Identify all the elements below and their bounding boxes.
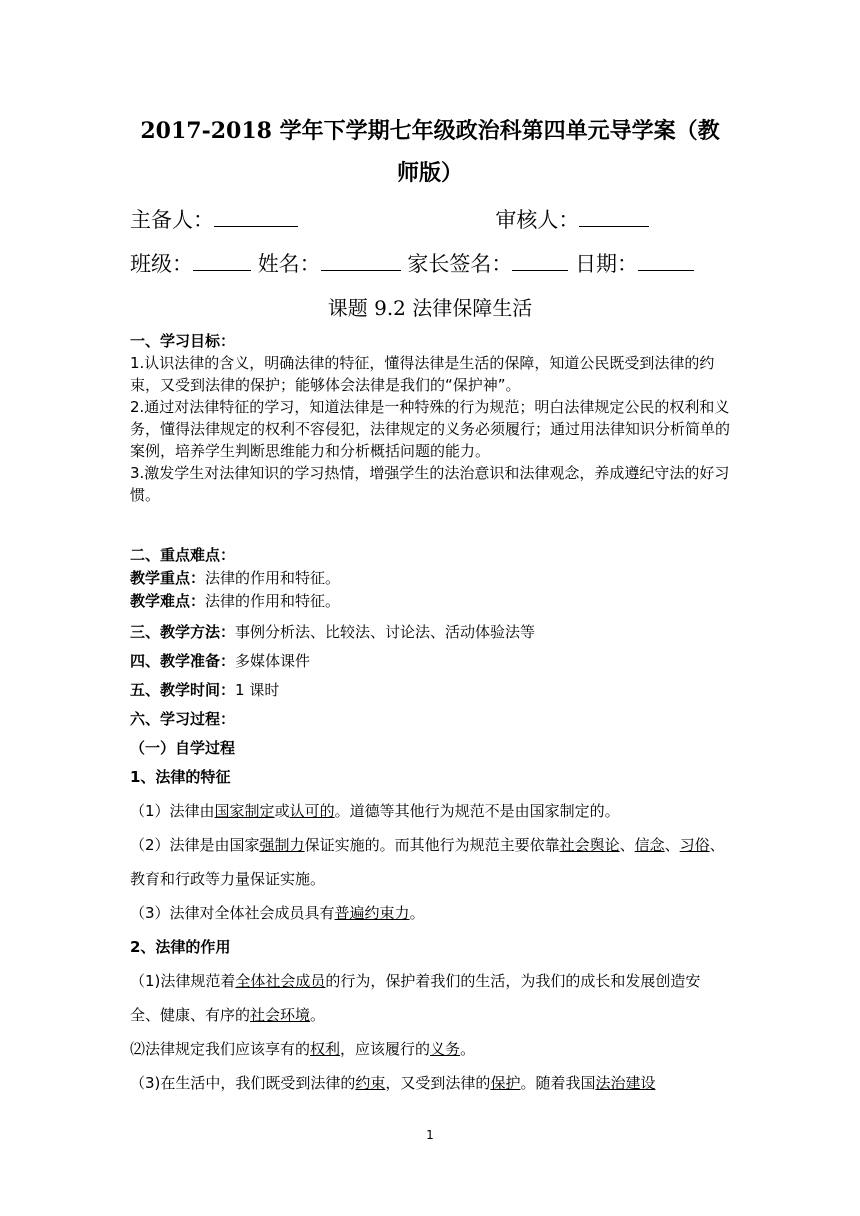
class-label: 班级：	[130, 252, 193, 276]
info-section	[130, 618, 730, 792]
method-text: 事例分析法、比较法、讨论法、活动体验法等	[235, 623, 536, 641]
prep-line	[130, 647, 730, 676]
difficult-text: 法律的作用和特征。	[205, 592, 341, 610]
date-blank	[638, 269, 694, 271]
goal-3: 3.激发学生对法律知识的学习热情，增强学生的法治意识和法律观念，养成遵纪守法的好习惯。	[130, 464, 730, 504]
document-title-line2: 师版）	[396, 160, 463, 186]
key-label: 教学重点：	[130, 569, 206, 587]
name-blank	[321, 269, 401, 271]
parent-sign-label: 家长签名：	[407, 252, 513, 276]
features-section	[130, 794, 730, 1100]
date-label: 日期：	[575, 252, 639, 276]
role-1: （1)法律规范着全体社会成员的行为，保护着我们的生活，为我们的成长和发展创造安全、健康、有序的社会环境。	[130, 972, 701, 1024]
time-line	[130, 676, 730, 705]
feature-2: （2）法律是由国家强制力保证实施的。而其他行为规范主要依靠社会舆论、信念、习俗、教育和行政等力量保证实施。	[130, 836, 725, 888]
key-section	[130, 544, 730, 613]
feature-1: （1）法律由国家制定或认可的。道德等其他行为规范不是由国家制定的。	[130, 802, 620, 820]
key-heading: 二、重点难点：	[130, 546, 236, 564]
prep-text: 多媒体课件	[235, 652, 311, 670]
name-label: 姓名：	[257, 252, 321, 276]
meta-row-staff	[130, 200, 730, 240]
document-title-line1: 2017-2018 学年下学期七年级政治科第四单元导学案（教	[140, 118, 720, 144]
key-point	[130, 567, 730, 590]
reviewer-label: 审核人：	[495, 208, 580, 232]
features-heading: 1、法律的特征	[130, 768, 231, 786]
parent-sign-blank	[512, 269, 568, 271]
process-heading: 六、学习过程：	[130, 710, 236, 728]
method-line	[130, 618, 730, 647]
difficult-point	[130, 590, 730, 613]
goal-2: 2.通过对法律特征的学习，知道法律是一种特殊的行为规范；明白法律规定公民的权利和义务，懂得法律规定的权利不容侵犯，法律规定的义务必须履行；通过用法律知识分析简单的案例，培养学生判断思维能力和分析概括问题的能力。	[130, 398, 731, 460]
roles-heading: 2、法律的作用	[130, 938, 231, 956]
goal-1: 1.认识法律的含义，明确法律的特征，懂得法律是生活的保障，知道公民既受到法律的约束，又受到法律的保护；能够体会法律是我们的“保护神”。	[130, 354, 715, 394]
meta-row-student	[130, 244, 730, 284]
time-text: 1 课时	[235, 681, 280, 699]
prep-label: 四、教学准备：	[130, 652, 236, 670]
feature-3: （3）法律对全体社会成员具有普遍约束力。	[130, 904, 425, 922]
lesson-title: 课题 9.2 法律保障生活	[327, 296, 533, 320]
difficult-label: 教学难点：	[130, 592, 206, 610]
preparer-blank	[214, 225, 298, 227]
time-label: 五、教学时间：	[130, 681, 236, 699]
class-blank	[193, 269, 251, 271]
self-study-heading: （一）自学过程	[130, 739, 236, 757]
preparer-label: 主备人：	[130, 208, 214, 232]
role-2: ⑵法律规定我们应该享有的权利，应该履行的义务。	[130, 1040, 476, 1058]
reviewer-blank	[579, 225, 649, 227]
role-3: （3)在生活中，我们既受到法律的约束，又受到法律的保护。随着我国法治建设	[130, 1074, 656, 1092]
page-number: 1	[426, 1128, 434, 1142]
goals-heading: 一、学习目标：	[130, 332, 236, 350]
method-label: 三、教学方法：	[130, 623, 236, 641]
key-text: 法律的作用和特征。	[205, 569, 341, 587]
goals-section	[130, 330, 730, 506]
